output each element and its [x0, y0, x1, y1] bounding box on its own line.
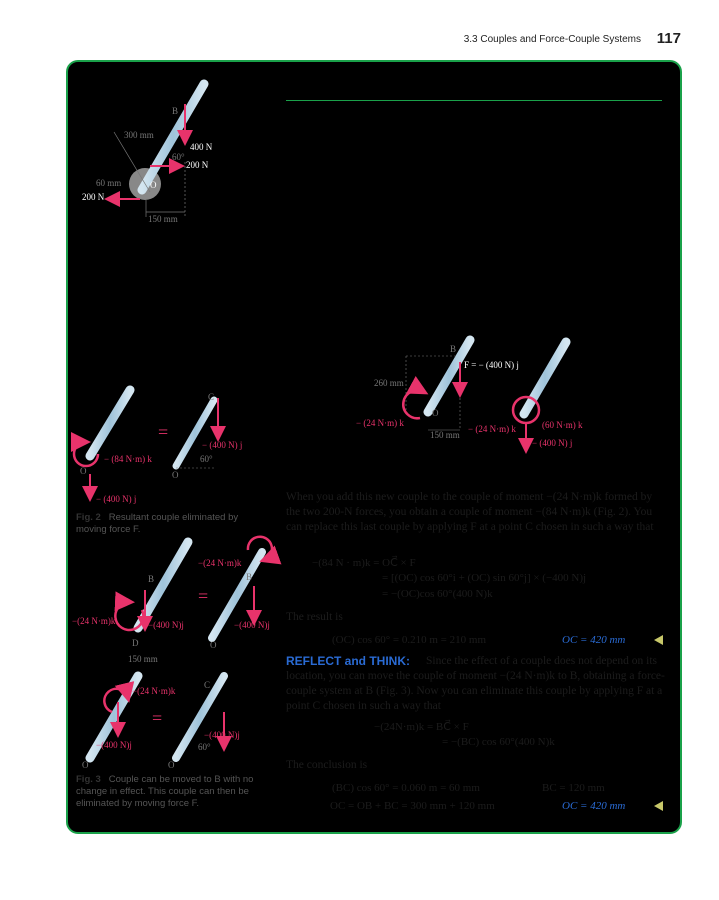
paragraph-1: When you add this new couple to the couple of moment −(24 N·m)k formed by the two 200-N forces, you obtain a couple of moment −(84 N·m)k (Fig. 2). You can replace this last couple by applying F at a point C chosen in such a way that — [286, 491, 654, 533]
fig1-label-150: 150 mm — [148, 214, 178, 224]
paragraph-2: The result is — [286, 611, 343, 623]
fig3-label-B: B — [148, 574, 155, 584]
figtop-label-400: − (400 N) j — [532, 438, 573, 448]
fig1-label-B: B — [172, 106, 179, 116]
figtop-label-O: O — [432, 408, 439, 418]
fig2-caption-label: Fig. 2 — [76, 512, 101, 523]
fig2-equals: = — [158, 422, 169, 442]
fig3-label-24left: −(24 N·m)k — [72, 616, 116, 626]
fig3-label-D: D — [132, 638, 139, 648]
figtop-label-24b: − (24 N·m) k — [468, 424, 516, 434]
equation-4a: (BC) cos 60° = 0.060 m = 60 mm — [332, 782, 480, 794]
sample-problem-panel — [66, 60, 682, 834]
fig1-label-O: O — [150, 180, 157, 190]
page-number: 117 — [656, 30, 681, 47]
fig2-caption — [76, 512, 266, 536]
fig3-caption-label: Fig. 3 — [76, 774, 101, 785]
fig1-label-60deg: 60° — [172, 152, 185, 162]
fig1-label-400: 400 N — [190, 142, 213, 152]
fig3-label-400d: −(400 N)j — [204, 730, 240, 740]
paragraph-4: The conclusion is — [286, 759, 368, 771]
fig2-label-O2: O — [172, 470, 179, 480]
fig2-label-400a: − (400 N) j — [96, 494, 137, 504]
fig3-label-O3: O — [82, 760, 89, 770]
figtop-label-150: 150 mm — [430, 430, 460, 440]
fig3-caption — [76, 774, 272, 810]
reflect-think-label: REFLECT and THINK: — [286, 654, 410, 668]
fig3-label-150: 150 mm — [128, 654, 158, 664]
fig1-label-60mm: 60 mm — [96, 178, 122, 188]
fig3-label-400a: −(400 N)j — [148, 620, 184, 630]
fig1-label-200a: 200 N — [186, 160, 209, 170]
fig1-label-300: 300 mm — [124, 130, 154, 140]
fig3-label-C: C — [204, 680, 211, 690]
fig3-label-60deg: 60° — [198, 742, 211, 752]
fig3-label-O4: O — [168, 760, 175, 770]
equation-3a: −(24N·m)k = BC⃗ × F — [374, 721, 469, 733]
fig1-label-200b: 200 N — [82, 192, 105, 202]
equation-2: (OC) cos 60° = 0.210 m = 210 mm — [332, 634, 486, 646]
figtop-label-B: B — [450, 344, 457, 354]
fig3-label-400c: −(400 N)j — [96, 740, 132, 750]
answer-2: OC = 420 mm — [562, 800, 626, 812]
fig3-label-24top: −(24 N·m)k — [198, 558, 242, 568]
equation-1b: = [(OC) cos 60°i + (OC) sin 60°j] × (−400 N)j — [382, 572, 587, 584]
fig2-label-C: C — [208, 392, 215, 402]
equation-3b: = −(BC) cos 60°(400 N)k — [442, 736, 555, 748]
figtop-label-24: − (24 N·m) k — [356, 418, 404, 428]
fig3-label-24mid: −(24 N·m)k — [132, 686, 176, 696]
equation-1a: −(84 N · m)k = OC⃗ × F — [312, 557, 416, 569]
answer-1: OC = 420 mm — [562, 634, 626, 646]
figtop-label-60: (60 N·m) k — [542, 420, 583, 430]
figtop-label-260: 260 mm — [374, 378, 404, 388]
equation-4b: BC = 120 mm — [542, 782, 605, 794]
answer-marker-2 — [654, 801, 663, 811]
paragraph-3: Since the effect of a couple does not depend on its location, you can move the couple of moment −(24 N·m)k to B, obtaining a force-couple system at B (Fig. 3). Now you can eliminate this couple by applying F at a point C chosen in such a way that — [286, 655, 665, 712]
fig3-label-O2: O — [210, 640, 217, 650]
fig3-equals2: = — [152, 708, 163, 728]
section-title: 3.3 Couples and Force-Couple Systems — [463, 34, 641, 45]
figtop-label-F: F = − (400 N) j — [464, 360, 519, 370]
equation-1c: = −(OC)cos 60°(400 N)k — [382, 588, 493, 600]
fig3-equals1: = — [198, 586, 209, 606]
equation-5: OC = OB + BC = 300 mm + 120 mm — [330, 800, 495, 812]
answer-marker-1 — [654, 635, 663, 645]
fig3-label-B2: B — [246, 572, 253, 582]
fig2-caption-text: Resultant couple eliminated by moving force F. — [76, 512, 239, 535]
fig3-diagram — [90, 537, 272, 758]
fig2-label-400b: − (400 N) j — [202, 440, 243, 450]
fig2-diagram — [74, 390, 218, 498]
fig3-caption-text: Couple can be moved to B with no change in effect. This couple can then be eliminated by moving force F. — [76, 774, 254, 809]
fig2-label-60deg: 60° — [200, 454, 213, 464]
fig2-label-84: − (84 N·m) k — [104, 454, 152, 464]
fig2-label-O1: O — [80, 466, 87, 476]
fig3-label-400b: −(400 N)j — [234, 620, 270, 630]
